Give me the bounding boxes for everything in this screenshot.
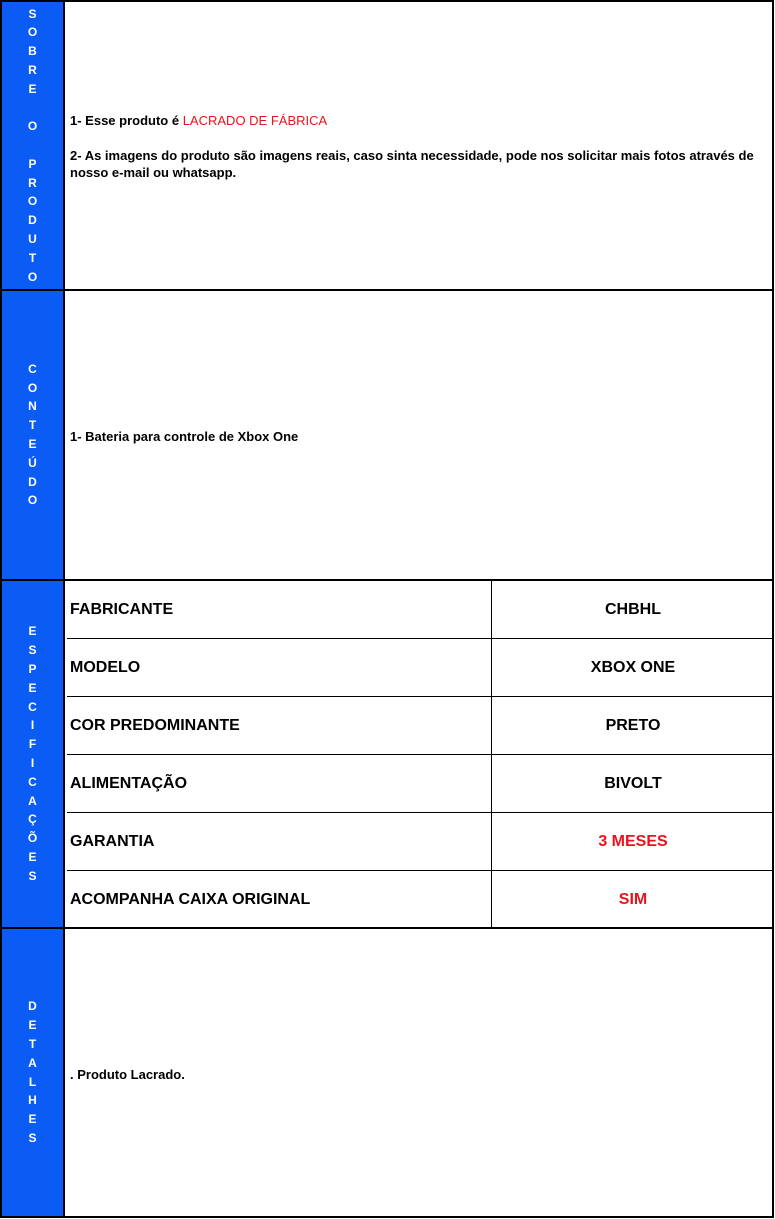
spec-value: SIM	[618, 890, 648, 908]
spec-value: 3 MESES	[492, 813, 775, 871]
vertical-label: C O N T E Ú D O	[27, 361, 38, 508]
sobre-line-1-prefix: 1- Esse produto é	[70, 113, 183, 128]
section-content	[67, 2, 772, 289]
side-label-detalhes	[2, 929, 65, 1216]
vertical-label: E S P E C I F I C A Ç Õ E S	[27, 624, 38, 883]
spec-row	[67, 697, 774, 755]
spec-key: ACOMPANHA CAIXA ORIGINAL	[67, 871, 492, 929]
conteudo-line-1: 1- Bateria para controle de Xbox One	[70, 429, 299, 444]
section-especificacoes	[0, 579, 774, 929]
spec-key: COR PREDOMINANTE	[67, 697, 492, 755]
spec-value: PRETO	[492, 697, 775, 755]
side-label-conteudo	[2, 291, 65, 579]
specifications-table	[67, 581, 774, 928]
spec-row	[67, 755, 774, 813]
spec-row	[67, 639, 774, 697]
vertical-label: S O B R E O P R O D U T O	[27, 6, 38, 284]
section-sobre-o-produto	[0, 0, 774, 291]
sobre-line-2: 2- As imagens do produto são imagens reais, caso sinta necessidade, pode nos solicitar mais fotos através de nosso e-mail ou whatsapp.	[70, 148, 754, 180]
side-label-especificacoes	[2, 581, 65, 927]
spec-key: ALIMENTAÇÃO	[67, 755, 492, 813]
section-content	[67, 929, 772, 1216]
section-detalhes	[0, 927, 774, 1218]
spec-value: CHBHL	[492, 581, 775, 639]
lacrado-highlight: LACRADO DE FÁBRICA	[182, 113, 328, 128]
detalhes-line-1: . Produto Lacrado.	[70, 1067, 185, 1082]
side-label-sobre-o-produto	[2, 2, 65, 289]
spec-row	[67, 813, 774, 871]
spec-row	[67, 581, 774, 639]
spec-key: GARANTIA	[67, 813, 492, 871]
spec-row	[67, 871, 774, 929]
section-content	[67, 581, 772, 927]
section-content	[67, 291, 772, 579]
spec-key: FABRICANTE	[67, 581, 492, 639]
spec-value: BIVOLT	[492, 755, 775, 813]
spec-key: MODELO	[67, 639, 492, 697]
spec-value: XBOX ONE	[492, 639, 775, 697]
section-conteudo	[0, 289, 774, 581]
vertical-label: D E T A L H E S	[28, 999, 37, 1145]
sobre-line-1	[70, 112, 327, 129]
